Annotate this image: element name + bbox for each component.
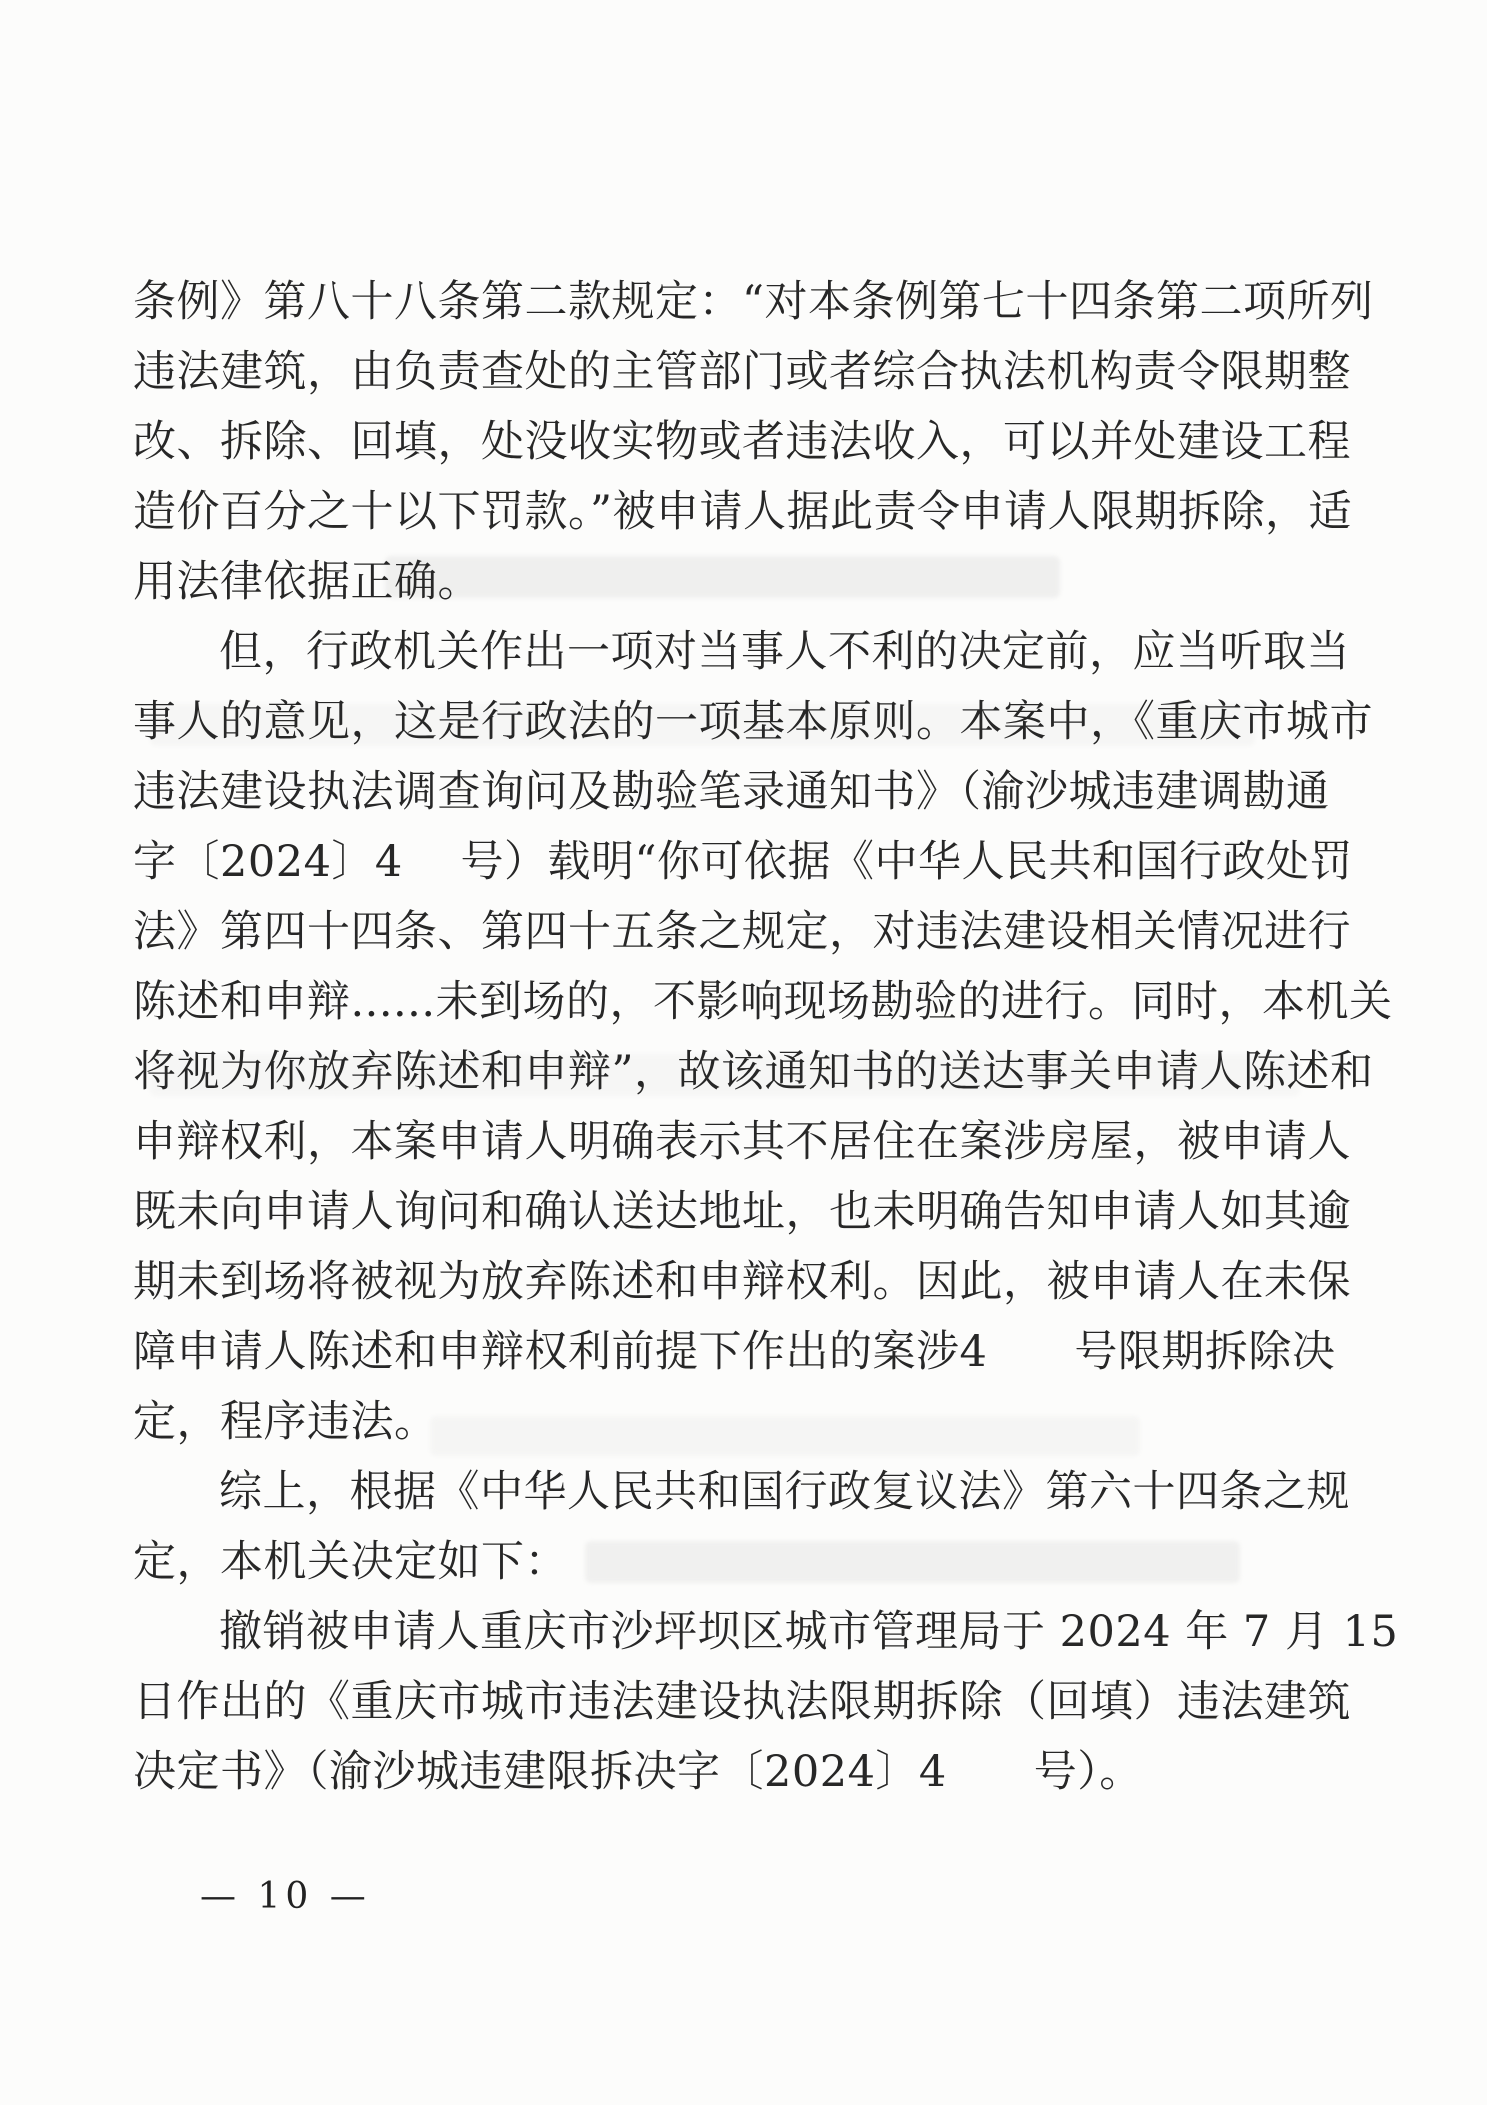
text-line: 撤销被申请人重庆市沙坪坝区城市管理局于 2024 年 7 月 15: [219, 1607, 1399, 1657]
text-line: 条例》第八十八条第二款规定：“对本条例第七十四条第二项所列: [133, 277, 1374, 327]
text-line: 但，行政机关作出一项对当事人不利的决定前，应当听取当: [219, 627, 1350, 677]
page-number: — 10 —: [200, 1876, 371, 1917]
text-line: 违法建设执法调查询问及勘验笔录通知书》（渝沙城违建调勘通: [133, 767, 1330, 817]
text-line: 申辩权利，本案申请人明确表示其不居住在案涉房屋，被申请人: [133, 1117, 1351, 1167]
text-line: 障申请人陈述和申辩权利前提下作出的案涉4 号限期拆除决: [133, 1327, 1336, 1377]
text-line: 决定书》（渝沙城违建限拆决字〔2024〕4 号）。: [133, 1747, 1143, 1797]
text-line: 字〔2024〕4 号）载明“你可依据《中华人民共和国行政处罚: [133, 837, 1353, 887]
text-line: 改、拆除、回填，处没收实物或者违法收入，可以并处建设工程: [133, 417, 1351, 467]
text-line: 综上，根据《中华人民共和国行政复议法》第六十四条之规: [219, 1467, 1350, 1517]
text-line: 违法建筑，由负责查处的主管部门或者综合执法机构责令限期整: [133, 347, 1351, 397]
text-line: 定，本机关决定如下：: [133, 1537, 568, 1587]
text-line: 日作出的《重庆市城市违法建设执法限期拆除（回填）违法建筑: [133, 1677, 1351, 1727]
text-line: 法》第四十四条、第四十五条之规定，对违法建设相关情况进行: [133, 907, 1351, 957]
text-line: 既未向申请人询问和确认送达地址，也未明确告知申请人如其逾: [133, 1187, 1351, 1237]
text-line: 用法律依据正确。: [133, 557, 481, 607]
document-body: [133, 267, 1399, 1807]
text-line: 将视为你放弃陈述和申辩”，故该通知书的送达事关申请人陈述和: [133, 1047, 1374, 1097]
text-line: 定，程序违法。: [133, 1397, 438, 1447]
text-line: 事人的意见，这是行政法的一项基本原则。本案中，《重庆市城市: [133, 697, 1373, 747]
text-line: 陈述和申辩......未到场的，不影响现场勘验的进行。同时，本机关: [133, 977, 1393, 1027]
text-line: 造价百分之十以下罚款。”被申请人据此责令申请人限期拆除，适: [133, 487, 1352, 537]
text-line: 期未到场将被视为放弃陈述和申辩权利。因此，被申请人在未保: [133, 1257, 1351, 1307]
